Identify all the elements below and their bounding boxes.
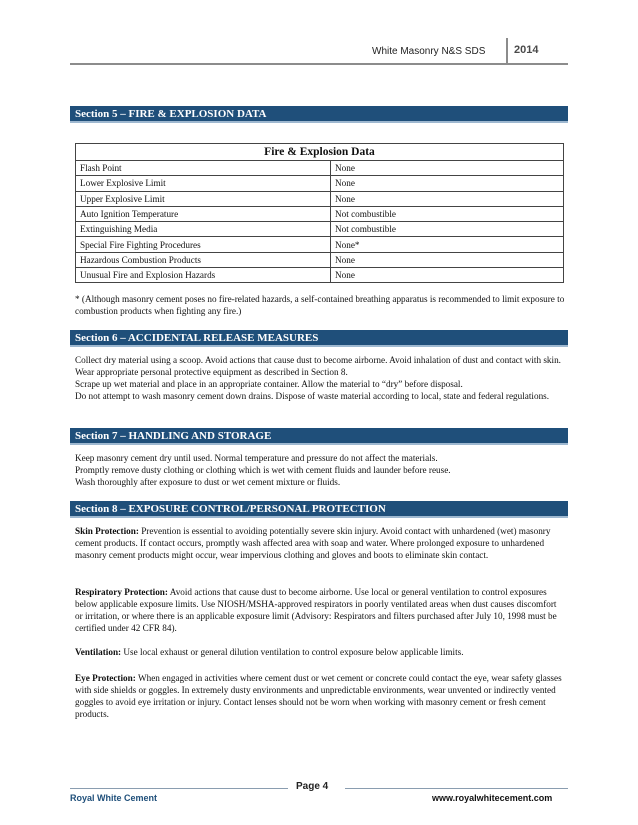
paragraph: Collect dry material using a scoop. Avoid actions that cause dust to become airborne. Avoid inhalation of dust and contact with skin. Wear appropriate personal protective equipment as described in Section 8. [75,355,561,377]
company-name: Royal White Cement [70,793,158,803]
row-label: Special Fire Fighting Procedures [76,237,331,252]
header-rule [70,63,568,65]
paragraph: Do not attempt to wash masonry cement down drains. Dispose of waste material according to local, state and federal regulations. [75,391,550,401]
row-value: None [331,191,564,206]
row-label: Extinguishing Media [76,222,331,237]
table-row [76,252,564,267]
table-row [76,161,564,176]
paragraph: Wash thoroughly after exposure to dust or wet cement mixture or fluids. [75,477,341,487]
eye-protection-label: Eye Protection: [75,673,136,683]
row-label: Upper Explosive Limit [76,191,331,206]
row-value: None [331,268,564,283]
section-6-heading: Section 6 – ACCIDENTAL RELEASE MEASURES [70,330,568,347]
ventilation [75,646,565,658]
ventilation-label: Ventilation: [75,647,122,657]
row-label: Lower Explosive Limit [76,176,331,191]
table-row [76,206,564,221]
section-5-heading: Section 5 – FIRE & EXPLOSION DATA [70,106,568,123]
paragraph: Promptly remove dusty clothing or clothing which is wet with cement fluids and launder before reuse. [75,465,451,475]
table-title: Fire & Explosion Data [76,144,564,161]
paragraph: Scrape up wet material and place in an appropriate container. Allow the material to “dry” before disposal. [75,379,463,389]
eye-protection-text: When engaged in activities where cement dust or wet cement or concrete could contact the eye, wear safety glasses with side shields or goggles. In extremely dusty environments and unpredictable environments, wear unvented or indirectly vented goggles to avoid eye irritation or injury. Contact lenses should not be worn when working with masonry cement or fresh cement products. [75,673,562,719]
row-value: None [331,252,564,267]
table-row [76,176,564,191]
section-8-heading: Section 8 – EXPOSURE CONTROL/PERSONAL PROTECTION [70,501,568,518]
header-divider [506,38,508,64]
footer-rule-left [70,788,288,789]
row-value: Not combustible [331,222,564,237]
row-value: Not combustible [331,206,564,221]
respiratory-protection [75,586,565,634]
row-value: None* [331,237,564,252]
row-label: Unusual Fire and Explosion Hazards [76,268,331,283]
ventilation-text: Use local exhaust or general dilution ventilation to control exposure below applicable limits. [121,647,464,657]
document-title: White Masonry N&S SDS [372,46,486,57]
skin-protection [75,525,565,561]
skin-protection-text: Prevention is essential to avoiding potentially severe skin injury. Avoid contact with unhardened (wet) masonry cement products. If contact occurs, promptly wash affected area with soap and water. Where prolonged exposure to unhardened masonry cement products might occur, wear impervious clothing and gloves and boots to eliminate skin contact. [75,526,551,560]
row-label: Auto Ignition Temperature [76,206,331,221]
document-year: 2014 [514,44,539,56]
skin-protection-label: Skin Protection: [75,526,139,536]
table-row [76,237,564,252]
row-label: Hazardous Combustion Products [76,252,331,267]
page-number: Page 4 [296,781,329,792]
paragraph: Keep masonry cement dry until used. Normal temperature and pressure do not affect the materials. [75,453,438,463]
respiratory-protection-text: Avoid actions that cause dust to become airborne. Use local or general ventilation to control exposures below applicable exposure limits. Use NIOSH/MSHA-approved respirators in poorly ventilated areas when dust causes discomfort or irritation, or where there is an applicable exposure limit (Advisory: Respirators and filters purchased after July 10, 1998 must be certified under 42 CFR 84). [75,587,557,633]
table-row [76,268,564,283]
respiratory-protection-label: Respiratory Protection: [75,587,168,597]
eye-protection [75,672,565,720]
row-label: Flash Point [76,161,331,176]
table-row [76,191,564,206]
fire-explosion-table [75,143,564,283]
section-7-heading: Section 7 – HANDLING AND STORAGE [70,428,568,445]
table-row [76,222,564,237]
fire-note: * (Although masonry cement poses no fire-related hazards, a self-contained breathing apparatus is recommended to limit exposure to combustion products when fighting any fire.) [75,294,565,316]
footer-rule-right [345,788,568,789]
section-7-body [75,452,565,488]
section-6-body [75,354,565,402]
row-value: None [331,176,564,191]
row-value: None [331,161,564,176]
website-link[interactable]: www.royalwhitecement.com [432,793,553,803]
